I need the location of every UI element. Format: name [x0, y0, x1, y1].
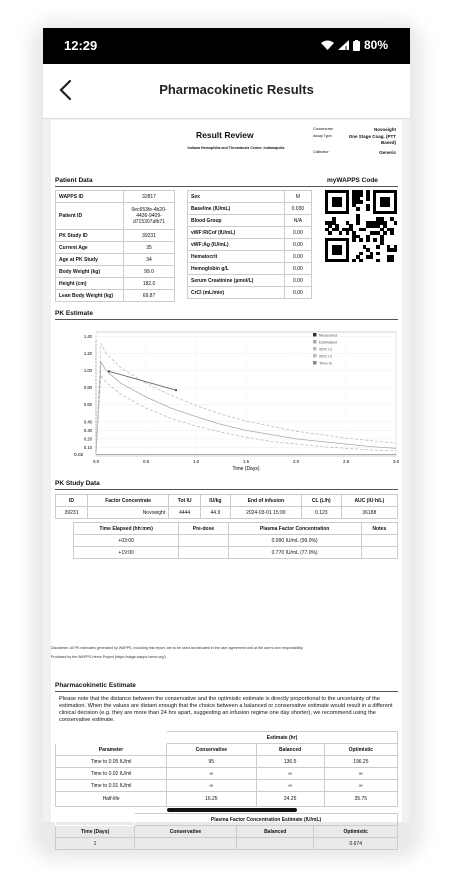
column-group-header: Plasma Factor Concentration Estimate (IU/mL): [135, 814, 398, 826]
x-tick-label: 2.0: [292, 459, 300, 464]
pk-estimate-table-heading: Pharmacokinetic Estimate: [55, 682, 136, 689]
cell-value: 39231: [124, 230, 175, 242]
table-row: [188, 263, 312, 275]
column-header-empty: [56, 814, 135, 826]
column-header: Plasma Factor Concentration: [228, 523, 361, 535]
column-header: Balanced: [236, 826, 314, 838]
x-tick-label: 3.0: [392, 459, 400, 464]
legend-label: Measured: [319, 332, 337, 338]
pk-estimate-heading: PK Estimate: [55, 310, 93, 317]
cell-value: 0.00: [284, 251, 311, 263]
table-row: [74, 535, 398, 547]
pk-study-heading: PK Study Data: [55, 480, 100, 487]
calibrator-value: Generic: [379, 150, 396, 155]
cell-label: vWF:Ag (IU/mL): [188, 239, 285, 251]
estimate-note: Please note that the distance between the conservative and the optimistic estimate is directly proportional to the uncertainty of the estimation. When the values are distant enough that the choice between a balanced or conservative estimate would result in a different clinical decision (e.g. they are more than 24 hrs apart, suggesting an infusion regime one day shorter), we recommend using the conservative estimate.: [59, 696, 393, 723]
estimate-table: [55, 731, 398, 807]
report-document: [51, 120, 402, 847]
signal-icon: [338, 40, 349, 50]
table-row: [56, 768, 398, 780]
table-cell: ∞: [324, 768, 397, 780]
table-cell: Time to 0.02 IU/ml: [56, 768, 167, 780]
legend-swatch: [313, 354, 317, 358]
column-header: Time (Days): [56, 826, 135, 838]
cell-value: 69.87: [124, 290, 175, 302]
table-cell: Half-life: [56, 792, 167, 807]
qr-title: myWAPPS Code: [327, 177, 378, 184]
x-tick-label: 2.5: [342, 459, 350, 464]
table-cell: [179, 547, 228, 559]
calibrator-label: Calibrator:: [313, 150, 330, 154]
cell-label: Lean Body Weight (kg): [56, 290, 124, 302]
table-row: [188, 275, 312, 287]
status-bar: [43, 28, 410, 64]
table-cell: 136.5: [256, 756, 324, 768]
cell-value: 34: [124, 254, 175, 266]
qr-code[interactable]: [325, 190, 397, 262]
table-row: [56, 290, 175, 302]
table-row: [56, 242, 175, 254]
y-tick-label: 0.40: [83, 419, 92, 425]
table-cell: [135, 838, 237, 850]
disclaimer-text: Disclaimer: All PK estimates generated by WAPPS, including this report, are to be used as indicated in the user agreement and at the user's own responsibility.: [51, 646, 304, 650]
table-cell: Novoeight: [88, 507, 169, 519]
table-cell: 95: [167, 756, 256, 768]
table-row: [56, 792, 398, 807]
table-cell: 16.25: [167, 792, 256, 807]
table-cell: 2024-03-01 15:00: [230, 507, 301, 519]
column-header: Optimistic: [314, 826, 398, 838]
table-header-row: [56, 732, 398, 744]
cell-label: Age at PK Study: [56, 254, 124, 266]
cell-label: Current Age: [56, 242, 124, 254]
divider: [55, 319, 398, 320]
table-row: [56, 230, 175, 242]
table-header-row: [56, 495, 398, 507]
report-title: Result Review: [196, 130, 254, 140]
phone-frame: [43, 28, 410, 847]
app-bar: [43, 64, 410, 119]
cell-label: Height (cm): [56, 278, 124, 290]
column-header: ID: [56, 495, 88, 507]
divider: [55, 489, 398, 490]
table-row: [56, 780, 398, 792]
center-name: Indiana Hemophilia and Thrombosis Center, Indianapolis: [187, 146, 285, 150]
cell-label: Baseline (IU/mL): [188, 203, 285, 215]
column-header: End of infusion: [230, 495, 301, 507]
home-indicator[interactable]: [167, 808, 297, 812]
column-header: Factor Concentrate: [88, 495, 169, 507]
cell-value: 0.00: [284, 227, 311, 239]
x-axis-label: Time (Days): [232, 466, 260, 472]
table-header-row: [56, 744, 398, 756]
cell-value: 182.0: [124, 278, 175, 290]
y-tick-label: 0.60: [83, 402, 92, 408]
table-cell: [236, 838, 314, 850]
table-row: [188, 251, 312, 263]
legend-label: Time to: [319, 360, 333, 366]
table-row: [56, 191, 175, 203]
cell-label: Sex: [188, 191, 285, 203]
table-row: [56, 278, 175, 290]
cell-label: Hemoglobin g/L: [188, 263, 285, 275]
y-tick-label: 1.20: [83, 350, 92, 356]
cell-value: 35: [124, 242, 175, 254]
column-header: AUC (IU·h/L): [341, 495, 397, 507]
divider: [55, 691, 398, 692]
cell-value: 0.00: [284, 239, 311, 251]
cell-label: Serum Creatinine (µmol/L): [188, 275, 285, 287]
column-header: Balanced: [256, 744, 324, 756]
patient-data-heading: Patient Data: [55, 177, 93, 184]
table-cell: ∞: [256, 768, 324, 780]
pk-chart: [51, 324, 402, 474]
cell-label: Patient ID: [56, 203, 124, 230]
table-row: [188, 287, 312, 299]
table-cell: 4444: [169, 507, 201, 519]
table-row: [56, 254, 175, 266]
table-row: [188, 227, 312, 239]
table-cell: 44.9: [201, 507, 231, 519]
cell-label: WAPPS ID: [56, 191, 124, 203]
samples-table: [73, 522, 398, 559]
table-cell: Time to 0.05 IU/ml: [56, 756, 167, 768]
produced-by-text: Produced by the WAPPS-Hemo Project (https://stage.wapps-hemo.org/): [51, 655, 166, 659]
cell-label: Hematocrit: [188, 251, 285, 263]
legend-label: Estimated: [319, 339, 337, 345]
cell-label: Blood Group: [188, 215, 285, 227]
column-header: Optimistic: [324, 744, 397, 756]
column-header: Parameter: [56, 744, 167, 756]
page-title: Pharmacokinetic Results: [159, 82, 314, 97]
cell-value: 0.030: [284, 203, 311, 215]
cell-label: CrCl (mL/min): [188, 287, 285, 299]
screen: [43, 28, 410, 847]
table-cell: 36188: [341, 507, 397, 519]
y-tick-label: 1.00: [83, 367, 92, 373]
legend-label: 95% CI: [319, 346, 333, 352]
status-time: 12:29: [64, 38, 98, 53]
legend-swatch: [313, 361, 317, 365]
assay-value: One Stage Coag. (PTT Based): [348, 134, 396, 145]
table-cell: [179, 535, 228, 547]
cell-value: M: [284, 191, 311, 203]
table-cell: 0.123: [302, 507, 342, 519]
table-cell: 196.25: [324, 756, 397, 768]
concentration-table: [55, 813, 398, 850]
y-tick-label: 1.40: [83, 333, 92, 339]
y-tick-label: 0.30: [83, 427, 92, 433]
cell-value: 0.00: [284, 263, 311, 275]
table-header-row: [74, 523, 398, 535]
table-cell: 1: [56, 838, 135, 850]
wifi-icon: [321, 40, 334, 50]
cell-value: 0.00: [284, 275, 311, 287]
legend-swatch: [313, 333, 317, 337]
pk-study-table: [55, 494, 398, 519]
table-row: [56, 756, 398, 768]
table-cell: Time to 0.01 IU/ml: [56, 780, 167, 792]
table-row: [56, 838, 398, 850]
back-arrow-icon[interactable]: [55, 78, 77, 102]
battery-level: 80%: [363, 38, 388, 52]
column-group-header: Estimate (hr): [167, 732, 398, 744]
table-row: [56, 203, 175, 230]
legend-label: 95% CI: [319, 353, 333, 359]
cell-label: vWF:RiCof (IU/mL): [188, 227, 285, 239]
status-icons: [321, 38, 388, 52]
cell-value: 0ec653fe-4b20-4436-9409-d715307afb71: [124, 203, 175, 230]
column-header: Conservative: [167, 744, 256, 756]
table-cell: ∞: [256, 780, 324, 792]
patient-table-left: [55, 190, 175, 302]
column-header: CL (L/h): [302, 495, 342, 507]
y-tick-label: 0.80: [83, 385, 92, 391]
column-header: Notes: [361, 523, 397, 535]
column-header: Tot IU: [169, 495, 201, 507]
column-header-empty: [56, 732, 167, 744]
table-header-row: [56, 826, 398, 838]
table-row: [56, 266, 175, 278]
table-cell: [361, 535, 397, 547]
concentrate-value: Novoeight: [374, 127, 396, 132]
cell-value: 0.00: [284, 287, 311, 299]
table-row: [188, 191, 312, 203]
table-row: [188, 215, 312, 227]
table-cell: [361, 547, 397, 559]
table-cell: ∞: [324, 780, 397, 792]
divider: [55, 186, 398, 187]
table-row: [74, 547, 398, 559]
table-cell: 39231: [56, 507, 88, 519]
y-tick-label: 0.10: [83, 444, 92, 450]
table-cell: 0.674: [314, 838, 398, 850]
x-tick-label: 0.5: [142, 459, 150, 464]
table-cell: 0.770 IU/mL (77.0%): [228, 547, 361, 559]
battery-icon: [353, 40, 360, 51]
column-header: IU/kg: [201, 495, 231, 507]
baseline-label: 0.02: [74, 452, 84, 458]
cell-label: PK Study ID: [56, 230, 124, 242]
patient-table-right: [187, 190, 312, 299]
x-tick-label: 1.0: [192, 459, 200, 464]
table-cell: 24.25: [256, 792, 324, 807]
column-header: Pre-dose: [179, 523, 228, 535]
table-cell: +03:00: [74, 535, 179, 547]
x-tick-label: 0.0: [92, 459, 100, 464]
table-cell: 35.75: [324, 792, 397, 807]
table-header-row: [56, 814, 398, 826]
cell-label: Body Weight (kg): [56, 266, 124, 278]
table-cell: ∞: [167, 780, 256, 792]
y-tick-label: 0.20: [83, 436, 92, 442]
table-row: [188, 203, 312, 215]
legend-swatch: [313, 347, 317, 351]
column-header: Time Elapsed (hh:mm): [74, 523, 179, 535]
table-cell: 0.990 IU/mL (99.0%): [228, 535, 361, 547]
cell-value: 32817: [124, 191, 175, 203]
table-cell: ∞: [167, 768, 256, 780]
cell-value: N/A: [284, 215, 311, 227]
assay-label: Assay Type:: [313, 134, 333, 138]
legend-swatch: [313, 340, 317, 344]
table-row: [188, 239, 312, 251]
column-header: Conservative: [135, 826, 237, 838]
table-cell: +19:00: [74, 547, 179, 559]
measured-point: [175, 389, 177, 391]
table-row: [56, 507, 398, 519]
x-tick-label: 1.5: [242, 459, 250, 464]
measured-point: [108, 370, 110, 372]
cell-value: 99.0: [124, 266, 175, 278]
concentrate-label: Concentrate:: [313, 127, 334, 131]
